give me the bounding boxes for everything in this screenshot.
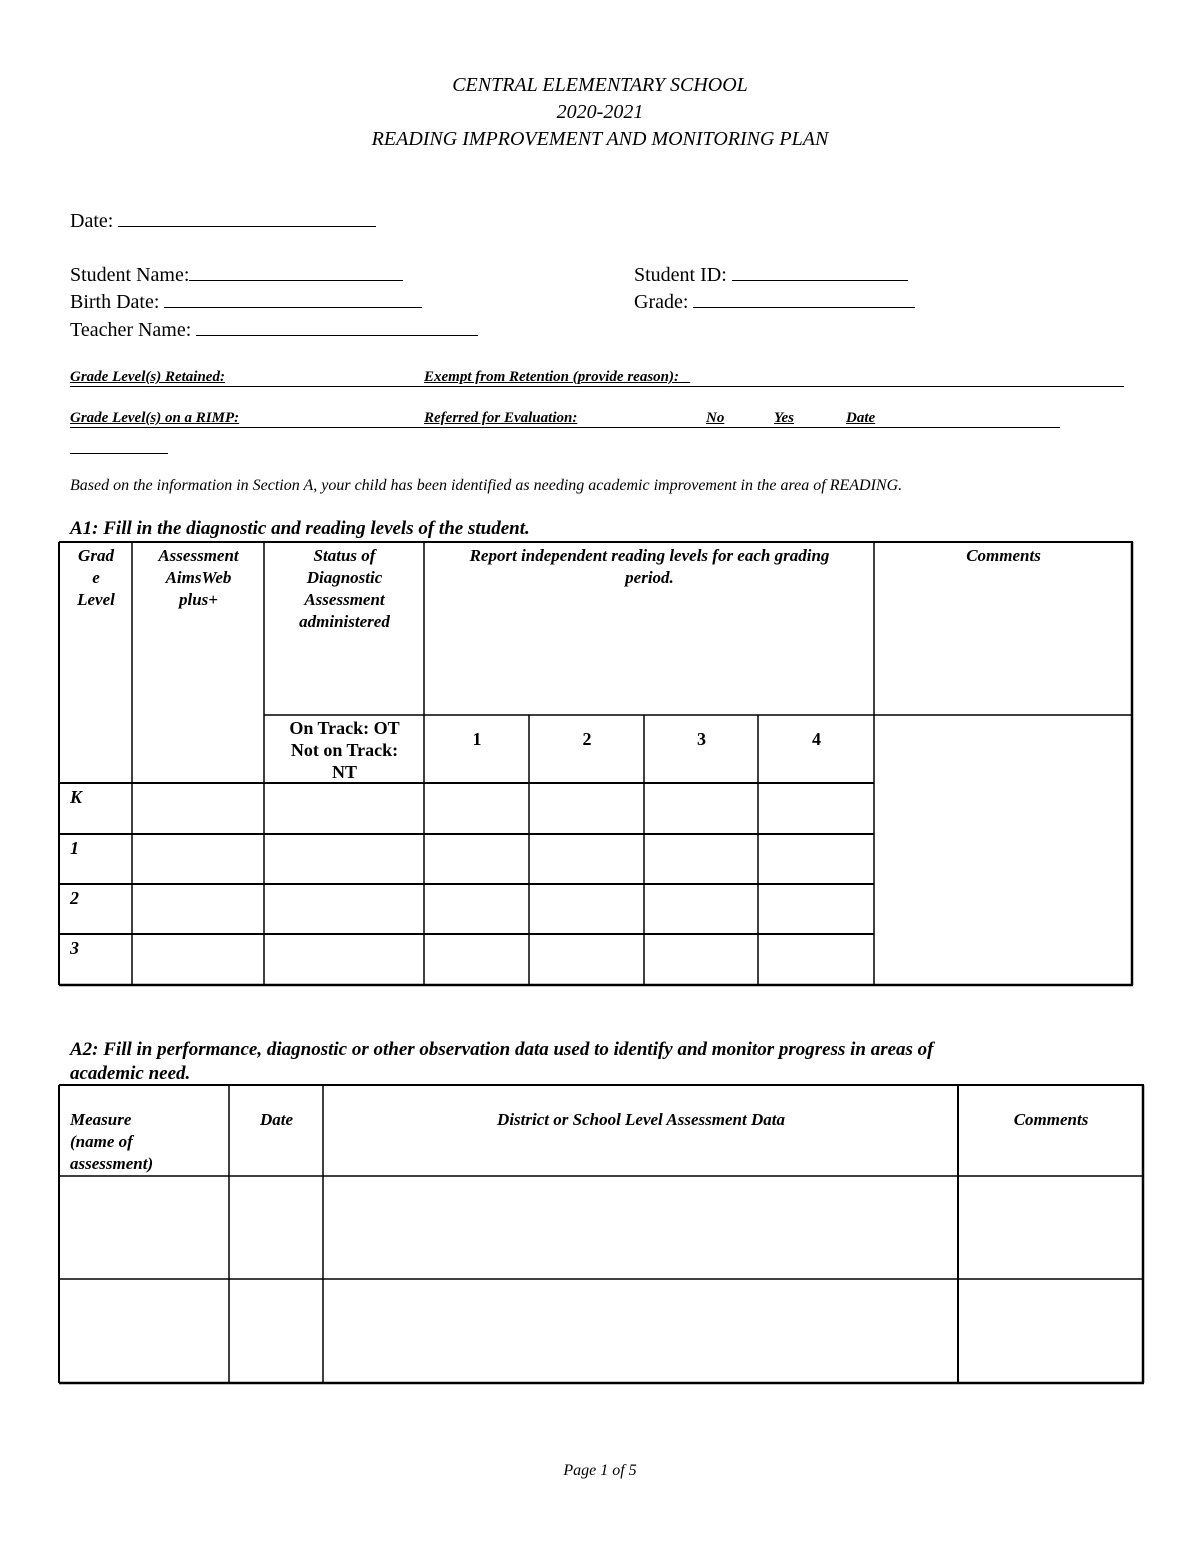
grade-rimp-label: Grade Level(s) on a RIMP: xyxy=(70,410,240,426)
page-number: Page 1 of 5 xyxy=(563,1462,637,1479)
school-name: CENTRAL ELEMENTARY SCHOOL xyxy=(452,74,748,96)
a1-header-assessment: Assessment AimsWeb plus+ xyxy=(158,546,239,609)
a1-header-status: Status of Diagnostic Assessment administered xyxy=(299,546,390,631)
a2-header-assessment-data: District or School Level Assessment Data xyxy=(497,1110,785,1129)
grade-row-2: 2 xyxy=(70,888,79,908)
school-year: 2020-2021 xyxy=(556,101,644,123)
referred-label: Referred for Evaluation: xyxy=(424,410,578,426)
grade-row-k: K xyxy=(70,787,83,807)
status-legend: On Track: OT Not on Track: NT xyxy=(289,718,400,782)
a2-header-comments: Comments xyxy=(1013,1110,1089,1129)
a1-header-grade-level: Grad e Level xyxy=(77,546,115,609)
date-label: Date: xyxy=(70,210,114,232)
plan-title: READING IMPROVEMENT AND MONITORING PLAN xyxy=(371,128,829,150)
grading-period-2: 2 xyxy=(582,729,592,749)
exempt-label: Exempt from Retention (provide reason): _ xyxy=(424,369,691,385)
a1-title: A1: Fill in the diagnostic and reading levels of the student. xyxy=(70,518,530,539)
a1-header-comments: Comments xyxy=(966,546,1041,565)
grading-period-1: 1 xyxy=(472,729,482,749)
grade-label: Grade: xyxy=(634,291,689,313)
referred-no[interactable]: No xyxy=(706,410,725,426)
a2-header-date: Date xyxy=(259,1110,294,1129)
a2-title: A2: Fill in performance, diagnostic or other observation data used to identify and monitor progress in areas of academic need. xyxy=(70,1039,934,1084)
grade-row-1: 1 xyxy=(70,838,79,858)
referred-date[interactable]: Date xyxy=(846,410,876,426)
grade-retained-label: Grade Level(s) Retained: xyxy=(70,369,225,385)
a2-header-measure: Measure (name of assessment) xyxy=(70,1110,154,1173)
grading-period-3: 3 xyxy=(697,729,706,749)
teacher-name-label: Teacher Name: xyxy=(70,319,192,341)
student-name-label: Student Name: xyxy=(70,264,190,286)
a1-header-reading-levels: Report independent reading levels for each grading period. xyxy=(469,546,830,587)
grading-period-4: 4 xyxy=(812,729,821,749)
section-a-note: Based on the information in Section A, your child has been identified as needing academic improvement in the area of READING. xyxy=(70,477,903,494)
student-id-label: Student ID: xyxy=(634,264,727,286)
grade-row-3: 3 xyxy=(70,938,79,958)
referred-yes[interactable]: Yes xyxy=(774,410,794,426)
birth-date-label: Birth Date: xyxy=(70,291,160,313)
